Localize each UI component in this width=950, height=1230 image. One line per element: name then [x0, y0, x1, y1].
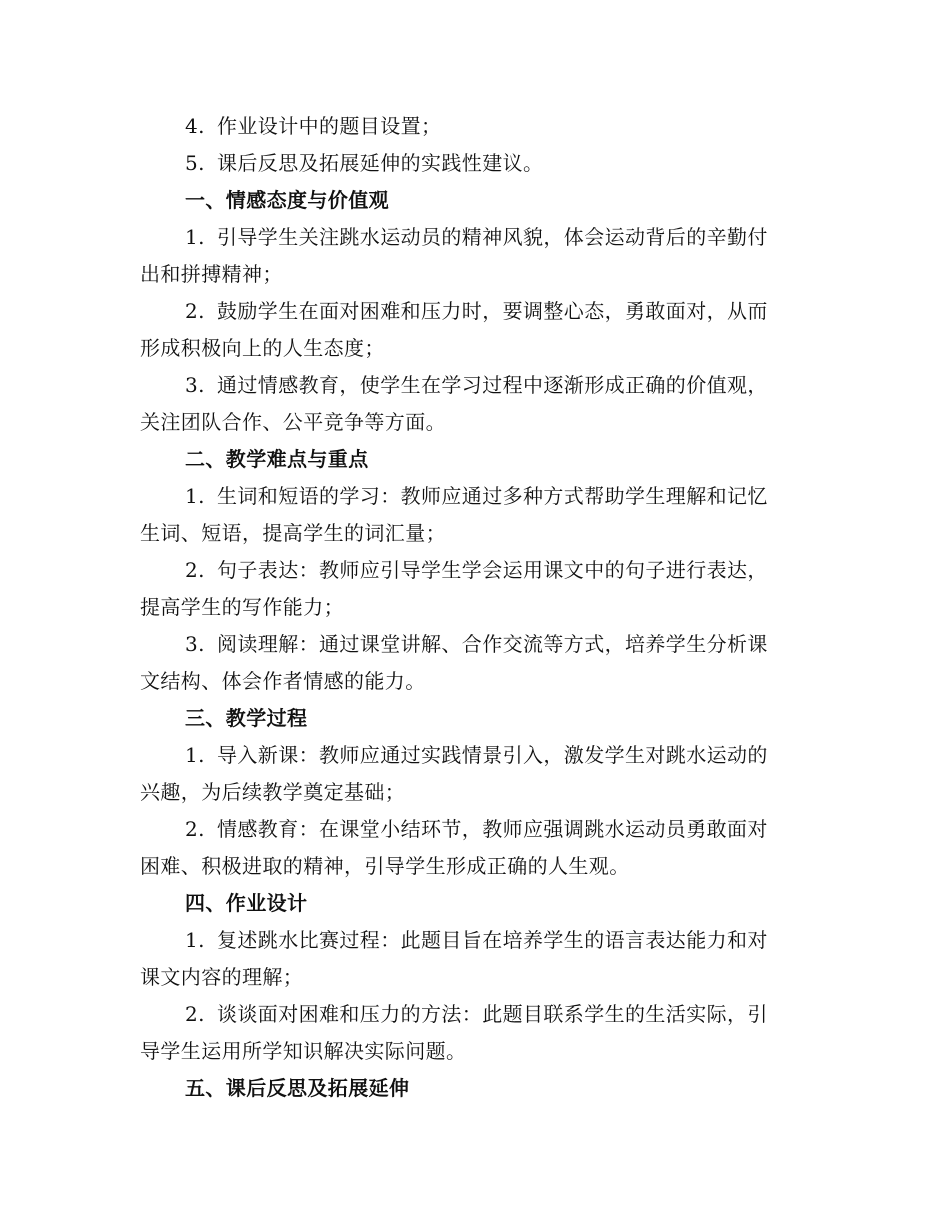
item-number: 3. [185, 632, 205, 656]
item-number: 2. [185, 817, 205, 841]
section-heading: 五、课后反思及拓展延伸 [185, 1076, 410, 1100]
section-heading: 三、教学过程 [185, 706, 308, 730]
item-continuation: 提高学生的写作能力； [140, 595, 344, 619]
item-number: 1. [185, 743, 205, 767]
list-item [140, 108, 805, 145]
section-heading: 四、作业设计 [185, 891, 308, 915]
item-text: 句子表达：教师应引导学生学会运用课文中的句子进行表达， [217, 558, 768, 582]
item-text: 导入新课：教师应通过实践情景引入，激发学生对跳水运动的 [217, 743, 768, 767]
item-text: 鼓励学生在面对困难和压力时，要调整心态，勇敢面对，从而 [217, 299, 768, 323]
list-item [140, 367, 805, 404]
list-item [140, 996, 805, 1033]
item-number: 1. [185, 484, 205, 508]
item-text: 课后反思及拓展延伸的实践性建议。 [217, 151, 544, 175]
list-item [140, 552, 805, 589]
item-text: 引导学生关注跳水运动员的精神风貌，体会运动背后的辛勤付 [217, 225, 768, 249]
item-text: 情感教育：在课堂小结环节，教师应强调跳水运动员勇敢面对 [217, 817, 768, 841]
item-number: 1. [185, 928, 205, 952]
item-continuation: 导学生运用所学知识解决实际问题。 [140, 1039, 467, 1063]
item-text: 谈谈面对困难和压力的方法：此题目联系学生的生活实际，引 [217, 1002, 768, 1026]
item-continuation: 文结构、体会作者情感的能力。 [140, 669, 426, 693]
item-continuation: 生词、短语，提高学生的词汇量； [140, 521, 446, 545]
item-number: 4. [185, 114, 205, 138]
item-continuation: 形成积极向上的人生态度； [140, 336, 385, 360]
list-item [140, 219, 805, 256]
item-text: 生词和短语的学习：教师应通过多种方式帮助学生理解和记忆 [217, 484, 768, 508]
item-number: 2. [185, 299, 205, 323]
item-text: 阅读理解：通过课堂讲解、合作交流等方式，培养学生分析课 [217, 632, 768, 656]
list-item [140, 737, 805, 774]
list-item [140, 626, 805, 663]
item-continuation: 困难、积极进取的精神，引导学生形成正确的人生观。 [140, 854, 630, 878]
section-heading: 二、教学难点与重点 [185, 447, 369, 471]
item-number: 2. [185, 558, 205, 582]
item-text: 复述跳水比赛过程：此题目旨在培养学生的语言表达能力和对 [217, 928, 768, 952]
list-item [140, 922, 805, 959]
item-number: 2. [185, 1002, 205, 1026]
item-text: 作业设计中的题目设置； [217, 114, 442, 138]
item-continuation: 出和拼搏精神； [140, 262, 283, 286]
item-number: 3. [185, 373, 205, 397]
item-number: 1. [185, 225, 205, 249]
list-item [140, 293, 805, 330]
list-item [140, 478, 805, 515]
item-continuation: 兴趣，为后续教学奠定基础； [140, 780, 406, 804]
item-continuation: 关注团队合作、公平竞争等方面。 [140, 410, 446, 434]
item-continuation: 课文内容的理解； [140, 965, 304, 989]
item-text: 通过情感教育，使学生在学习过程中逐渐形成正确的价值观， [217, 373, 768, 397]
document-page [140, 108, 805, 1107]
item-number: 5. [185, 151, 205, 175]
section-heading: 一、情感态度与价值观 [185, 188, 389, 212]
list-item [140, 811, 805, 848]
list-item [140, 145, 805, 182]
